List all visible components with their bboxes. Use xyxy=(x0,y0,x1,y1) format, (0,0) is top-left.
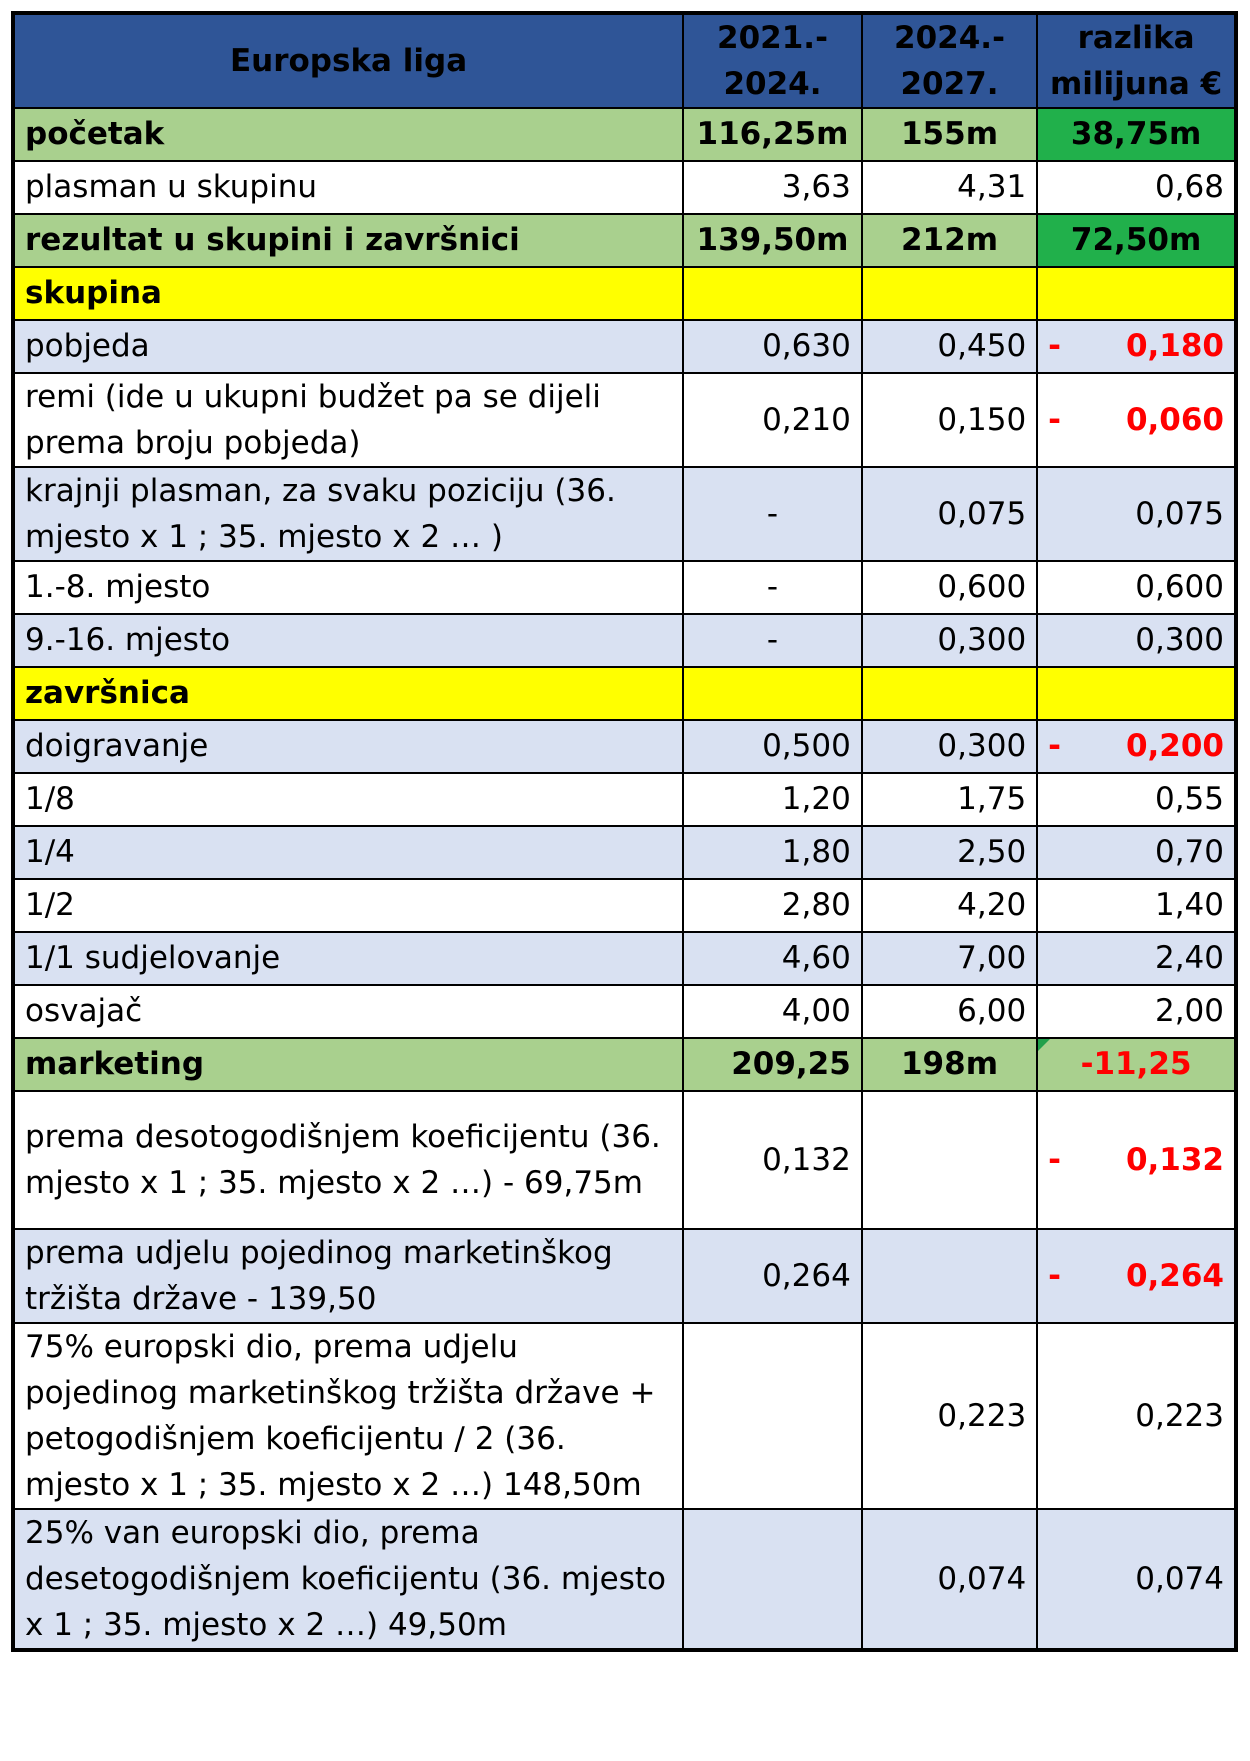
table-row-marketing xyxy=(13,1038,1236,1091)
header-period-2024-start: 2024.- xyxy=(894,20,1005,56)
minus-sign: - xyxy=(1048,1141,1062,1178)
header-period-2024 xyxy=(862,13,1037,108)
value-2021: 0,630 xyxy=(683,320,862,373)
value-2021: 4,00 xyxy=(683,985,862,1038)
row-label: osvajač xyxy=(13,985,683,1038)
value-2024: 0,075 xyxy=(862,467,1037,561)
row-label: 25% van europski dio, prema desetogodišnjem koeficijentu (36. mjesto x 1 ; 35. mjesto x 2 …) 49,50m xyxy=(13,1509,683,1650)
minus-sign: - xyxy=(1048,401,1062,438)
table-row xyxy=(13,1323,1236,1509)
row-label: 1/8 xyxy=(13,773,683,826)
value-2024: 0,300 xyxy=(862,614,1037,667)
row-label: početak xyxy=(13,108,683,161)
value-2024: 0,450 xyxy=(862,320,1037,373)
table-row xyxy=(13,108,1236,161)
row-label: pobjeda xyxy=(13,320,683,373)
row-label: 1/2 xyxy=(13,879,683,932)
minus-sign: - xyxy=(1048,328,1062,364)
value-2021: 0,500 xyxy=(683,720,862,773)
value-2021: 4,60 xyxy=(683,932,862,985)
value-2021: - xyxy=(683,561,862,614)
value-2024: 155m xyxy=(862,108,1037,161)
table-row xyxy=(13,214,1236,267)
value-diff: 72,50m xyxy=(1037,214,1236,267)
empty-cell xyxy=(683,267,862,320)
header-label: Europska liga xyxy=(13,13,683,108)
negative-value: 0,264 xyxy=(1125,1257,1224,1294)
value-diff: 0,70 xyxy=(1037,826,1236,879)
value-diff: 0,68 xyxy=(1037,161,1236,214)
empty-cell xyxy=(683,667,862,720)
value-2024: 0,600 xyxy=(862,561,1037,614)
value-2024 xyxy=(862,1229,1037,1323)
value-diff: 0,55 xyxy=(1037,773,1236,826)
value-diff: 0,223 xyxy=(1037,1323,1236,1509)
value-2024 xyxy=(862,1091,1037,1229)
value-diff: 1,40 xyxy=(1037,879,1236,932)
header-row xyxy=(13,13,1236,108)
table-row xyxy=(13,320,1236,373)
table-row xyxy=(13,879,1236,932)
table-row xyxy=(13,720,1236,773)
table-row xyxy=(13,467,1236,561)
value-2021: 209,25 xyxy=(683,1038,862,1091)
table-row xyxy=(13,985,1236,1038)
value-diff: 38,75m xyxy=(1037,108,1236,161)
value-diff: 0,300 xyxy=(1037,614,1236,667)
value-diff xyxy=(1037,373,1236,467)
value-2024: 212m xyxy=(862,214,1037,267)
value-2021 xyxy=(683,1323,862,1509)
negative-value: 0,132 xyxy=(1125,1141,1224,1178)
row-label: krajnji plasman, za svaku poziciju (36. mjesto x 1 ; 35. mjesto x 2 … ) xyxy=(13,467,683,561)
row-label: 1.-8. mjesto xyxy=(13,561,683,614)
table-row xyxy=(13,773,1236,826)
value-2024: 0,223 xyxy=(862,1323,1037,1509)
row-label: 75% europski dio, prema udjelu pojedinog marketinškog tržišta države + petogodišnjem koeficijentu / 2 (36. mjesto x 1 ; 35. mjesto x 2 …) 148,50m xyxy=(13,1323,683,1509)
value-2021: 0,132 xyxy=(683,1091,862,1229)
negative-value: -11,25 xyxy=(1080,1046,1192,1082)
value-2024: 1,75 xyxy=(862,773,1037,826)
value-diff: 2,00 xyxy=(1037,985,1236,1038)
row-label: remi (ide u ukupni budžet pa se dijeli prema broju pobjeda) xyxy=(13,373,683,467)
row-label: doigravanje xyxy=(13,720,683,773)
value-2024: 7,00 xyxy=(862,932,1037,985)
europska-liga-table xyxy=(11,11,1238,1652)
value-2024: 2,50 xyxy=(862,826,1037,879)
row-label: 1/4 xyxy=(13,826,683,879)
section-label: skupina xyxy=(13,267,683,320)
value-2024: 0,300 xyxy=(862,720,1037,773)
empty-cell xyxy=(1037,267,1236,320)
value-diff xyxy=(1037,720,1236,773)
section-row-zavrsnica xyxy=(13,667,1236,720)
header-difference xyxy=(1037,13,1236,108)
value-2021: - xyxy=(683,467,862,561)
value-2021: 1,80 xyxy=(683,826,862,879)
value-2021: 0,264 xyxy=(683,1229,862,1323)
value-2021: - xyxy=(683,614,862,667)
empty-cell xyxy=(1037,667,1236,720)
value-diff xyxy=(1037,320,1236,373)
value-2021 xyxy=(683,1509,862,1650)
value-2021: 2,80 xyxy=(683,879,862,932)
table-row xyxy=(13,161,1236,214)
value-2021: 0,210 xyxy=(683,373,862,467)
value-diff: 0,075 xyxy=(1037,467,1236,561)
header-period-2021 xyxy=(683,13,862,108)
row-label: rezultat u skupini i završnici xyxy=(13,214,683,267)
value-2021: 116,25m xyxy=(683,108,862,161)
header-period-2021-start: 2021.- xyxy=(717,20,828,56)
section-row-skupina xyxy=(13,267,1236,320)
value-2024: 0,074 xyxy=(862,1509,1037,1650)
table-row xyxy=(13,614,1236,667)
minus-sign: - xyxy=(1048,1257,1062,1294)
value-diff xyxy=(1037,1038,1236,1091)
value-diff xyxy=(1037,1091,1236,1229)
value-2021: 3,63 xyxy=(683,161,862,214)
value-diff xyxy=(1037,1229,1236,1323)
negative-value: 0,200 xyxy=(1125,728,1224,764)
value-2024: 0,150 xyxy=(862,373,1037,467)
value-2024: 198m xyxy=(862,1038,1037,1091)
row-label: 9.-16. mjesto xyxy=(13,614,683,667)
header-period-2021-end: 2024. xyxy=(723,66,822,102)
row-label: plasman u skupinu xyxy=(13,161,683,214)
empty-cell xyxy=(862,667,1037,720)
minus-sign: - xyxy=(1048,728,1062,764)
value-2024: 6,00 xyxy=(862,985,1037,1038)
value-2021: 1,20 xyxy=(683,773,862,826)
table-row xyxy=(13,826,1236,879)
header-difference-line2: milijuna € xyxy=(1049,66,1223,102)
table-row xyxy=(13,932,1236,985)
empty-cell xyxy=(862,267,1037,320)
negative-value: 0,180 xyxy=(1125,328,1224,364)
row-label: prema udjelu pojedinog marketinškog tržišta države - 139,50 xyxy=(13,1229,683,1323)
row-label: prema desotogodišnjem koeficijentu (36. mjesto x 1 ; 35. mjesto x 2 …) - 69,75m xyxy=(13,1091,683,1229)
table-row xyxy=(13,1229,1236,1323)
header-period-2024-end: 2027. xyxy=(900,66,999,102)
negative-value: 0,060 xyxy=(1125,401,1224,438)
table-row xyxy=(13,1509,1236,1650)
row-label: marketing xyxy=(13,1038,683,1091)
table-row xyxy=(13,373,1236,467)
value-diff: 0,600 xyxy=(1037,561,1236,614)
value-diff: 2,40 xyxy=(1037,932,1236,985)
table-row xyxy=(13,561,1236,614)
value-2024: 4,20 xyxy=(862,879,1037,932)
row-label: 1/1 sudjelovanje xyxy=(13,932,683,985)
section-label: završnica xyxy=(13,667,683,720)
header-difference-line1: razlika xyxy=(1077,20,1195,56)
table-row xyxy=(13,1091,1236,1229)
value-2024: 4,31 xyxy=(862,161,1037,214)
value-diff: 0,074 xyxy=(1037,1509,1236,1650)
value-2021: 139,50m xyxy=(683,214,862,267)
